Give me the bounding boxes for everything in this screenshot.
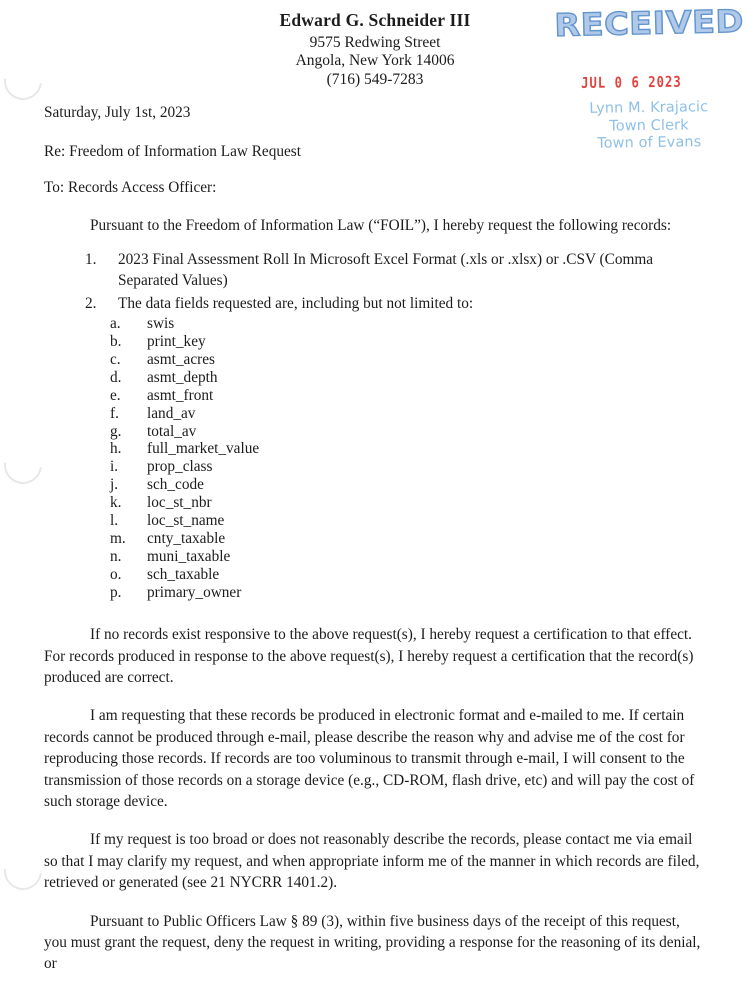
data-field-marker: e. (110, 386, 121, 404)
data-field-name: asmt_acres (147, 350, 215, 368)
data-field-marker: i. (110, 458, 119, 476)
paragraph-clarification: If my request is too broad or does not reasonably describe the records, please contact me via email so that I may clarify my request, and when appropriate inform me of the manner in which records are filed, retrieved or generated (see 21 NYCRR 1401.2). (44, 831, 700, 892)
data-field-name: sch_code (147, 476, 204, 494)
data-field-item (110, 566, 706, 584)
data-field-name: primary_owner (147, 584, 242, 602)
data-field-marker: b. (110, 332, 122, 350)
hole-punch-mark-middle (0, 438, 50, 491)
data-field-name: loc_st_nbr (147, 494, 212, 512)
data-field-name: sch_taxable (147, 566, 220, 584)
request-marker: 2. (85, 294, 97, 312)
paragraph-electronic-format: I am requesting that these records be produced in electronic format and e-mailed to me. If certain records cannot be produced through e-mail, please describe the reason why and advise me of the cost for reproducing those records. If records are too voluminous to transmit through e-mail, I will consent to the transmission of those records on a storage device (e.g., CD-ROM, flash drive, etc) and will pay the cost of such storage device. (44, 707, 695, 811)
data-fields-list (110, 315, 706, 603)
data-field-marker: n. (110, 548, 122, 566)
data-field-marker: a. (110, 314, 121, 332)
requests-list (44, 249, 706, 313)
data-field-marker: c. (110, 350, 121, 368)
data-field-item (110, 530, 706, 548)
data-field-item (110, 351, 706, 369)
letter-salutation: To: Records Access Officer: (44, 179, 217, 197)
data-field-name: asmt_front (147, 386, 214, 404)
data-field-item (110, 369, 706, 387)
clerk-name: Lynn M. Krajacic (589, 99, 709, 117)
clerk-municipality: Town of Evans (597, 134, 702, 153)
data-field-item (110, 476, 706, 494)
data-field-marker: m. (110, 530, 126, 548)
data-field-marker: p. (110, 584, 122, 602)
data-field-name: swis (147, 314, 175, 332)
request-item (44, 249, 706, 291)
paragraph-certification: If no records exist responsive to the above request(s), I hereby request a certification to that effect. For records produced in response to the above request(s), I hereby request a certification that the record(s) produced are correct. (44, 626, 694, 687)
data-field-marker: k. (110, 494, 122, 512)
data-field-marker: g. (110, 422, 122, 440)
request-text: The data fields requested are, including but not limited to: (118, 294, 474, 312)
data-field-marker: f. (110, 404, 119, 422)
data-field-item (110, 333, 706, 351)
data-field-name: loc_st_name (147, 512, 225, 530)
data-fields-container (44, 315, 706, 603)
data-field-item (110, 512, 706, 530)
sender-street: 9575 Redwing Street (309, 33, 441, 51)
clerk-title: Town Clerk (609, 117, 689, 135)
sender-city-state-zip: Angola, New York 14006 (295, 52, 455, 69)
sender-phone: (716) 549-7283 (326, 70, 424, 88)
data-field-item (110, 387, 706, 405)
data-field-item (110, 548, 706, 566)
data-field-marker: o. (110, 566, 122, 584)
data-field-item (110, 440, 706, 458)
received-stamp-label: RECEIVED (554, 3, 745, 44)
hole-punch-mark-bottom (0, 844, 50, 897)
request-item (44, 293, 706, 314)
data-field-item (110, 423, 706, 441)
data-field-item (110, 584, 706, 602)
received-stamp (548, 3, 748, 100)
request-marker: 1. (85, 251, 97, 269)
data-field-name: land_av (147, 404, 196, 422)
letter-subject: Re: Freedom of Information Law Request (44, 142, 302, 160)
data-field-marker: h. (110, 440, 122, 458)
data-field-marker: j. (110, 476, 119, 494)
sender-name: Edward G. Schneider III (279, 10, 471, 30)
data-field-item (110, 315, 706, 333)
data-field-name: prop_class (147, 458, 213, 476)
data-field-item (110, 458, 706, 476)
data-field-name: full_market_value (147, 440, 260, 458)
data-field-marker: d. (110, 368, 122, 386)
data-field-name: muni_taxable (147, 548, 231, 566)
data-field-name: asmt_depth (147, 368, 218, 386)
data-field-marker: l. (110, 512, 119, 530)
data-field-item (110, 405, 706, 423)
letter-intro: Pursuant to the Freedom of Information Law (“FOIL”), I hereby request the following records: (90, 216, 672, 234)
letter-date: Saturday, July 1st, 2023 (44, 104, 191, 121)
data-field-item (110, 494, 706, 512)
request-text: 2023 Final Assessment Roll In Microsoft Excel Format (.xls or .xlsx) or .CSV (Comma Separated Values) (118, 251, 654, 290)
data-field-name: print_key (147, 332, 206, 350)
letter-body (44, 104, 706, 992)
paragraph-public-officers-law: Pursuant to Public Officers Law § 89 (3), within five business days of the receipt of this request, you must grant the request, deny the request in writing, providing a response for the reasoning of its denial, or (44, 912, 701, 973)
letter-paragraphs (44, 624, 706, 975)
received-stamp-date: JUL 0 6 2023 (581, 72, 682, 92)
data-field-name: cnty_taxable (147, 530, 226, 548)
data-field-name: total_av (147, 422, 197, 440)
